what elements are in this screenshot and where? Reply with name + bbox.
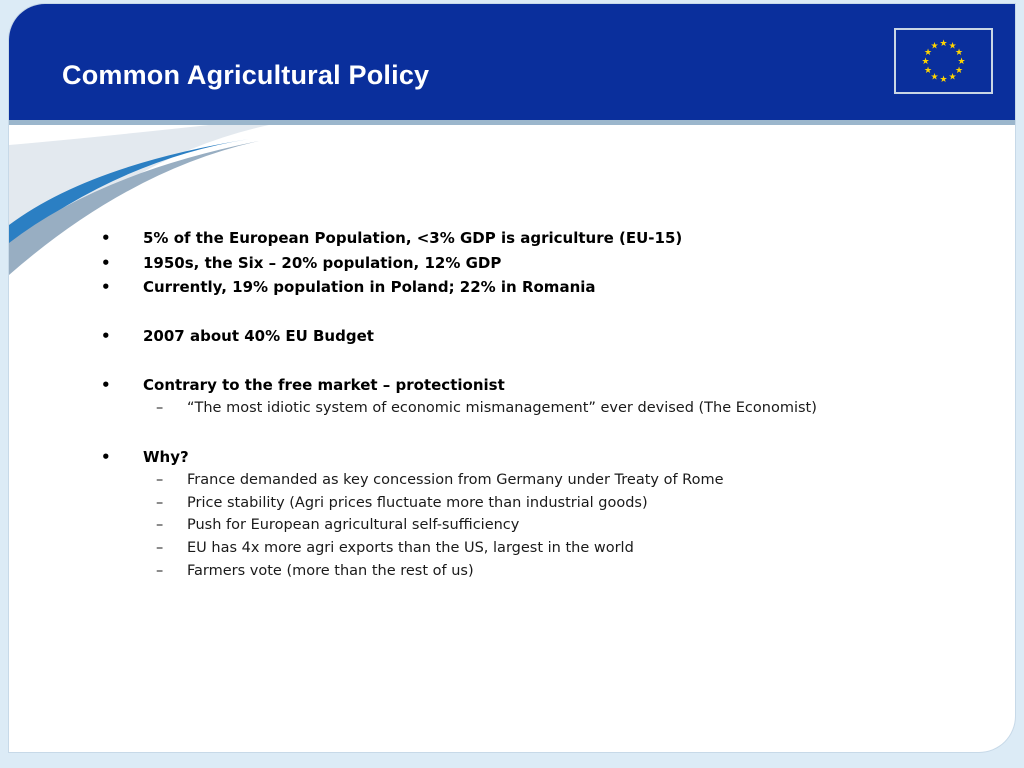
sub-bullet-marker: – — [156, 517, 164, 533]
bullet-text: 2007 about 40% EU Budget — [143, 327, 374, 345]
bullet-text: 1950s, the Six – 20% population, 12% GDP — [143, 254, 502, 272]
svg-text:★: ★ — [939, 39, 948, 49]
sub-bullet-text: EU has 4x more agri exports than the US, largest in the world — [187, 540, 634, 556]
svg-text:★: ★ — [954, 66, 964, 76]
svg-text:★: ★ — [921, 57, 930, 67]
bullet-marker: • — [101, 448, 111, 466]
sub-bullet-text: Price stability (Agri prices fluctuate more than industrial goods) — [187, 495, 648, 511]
sub-bullet-text: France demanded as key concession from Germany under Treaty of Rome — [187, 472, 724, 488]
svg-text:★: ★ — [939, 75, 948, 85]
svg-text:★: ★ — [948, 41, 957, 52]
svg-text:★: ★ — [930, 72, 939, 83]
sub-bullet-marker: – — [156, 495, 164, 511]
bullet-text: 5% of the European Population, <3% GDP is agriculture (EU-15) — [143, 229, 683, 247]
slide — [9, 4, 1015, 752]
bullet-marker: • — [101, 278, 111, 296]
svg-text:★: ★ — [923, 66, 933, 76]
bullet-marker: • — [101, 376, 111, 394]
sub-bullet-marker: – — [156, 400, 164, 416]
bullet-text: Why? — [143, 448, 189, 466]
sub-bullet-text: Farmers vote (more than the rest of us) — [187, 563, 474, 579]
svg-text:★: ★ — [923, 48, 933, 58]
sub-bullet-marker: – — [156, 563, 164, 579]
sub-bullet-marker: – — [156, 472, 164, 488]
svg-text:★: ★ — [948, 72, 957, 83]
sub-bullet-marker: – — [156, 540, 164, 556]
bullet-marker: • — [101, 327, 111, 345]
slide-title: Common Agricultural Policy — [62, 60, 430, 90]
bullet-marker: • — [101, 254, 111, 272]
bullet-marker: • — [101, 229, 111, 247]
bullet-text: Currently, 19% population in Poland; 22% in Romania — [143, 278, 596, 296]
svg-text:★: ★ — [930, 41, 939, 52]
bullet-text: Contrary to the free market – protectionist — [143, 376, 505, 394]
slide-body — [9, 4, 1015, 752]
sub-bullet-text: “The most idiotic system of economic mismanagement” ever devised (The Economist) — [187, 400, 817, 416]
svg-text:★: ★ — [954, 48, 964, 58]
sub-bullet-text: Push for European agricultural self-sufficiency — [187, 517, 520, 533]
svg-text:★: ★ — [957, 57, 966, 67]
